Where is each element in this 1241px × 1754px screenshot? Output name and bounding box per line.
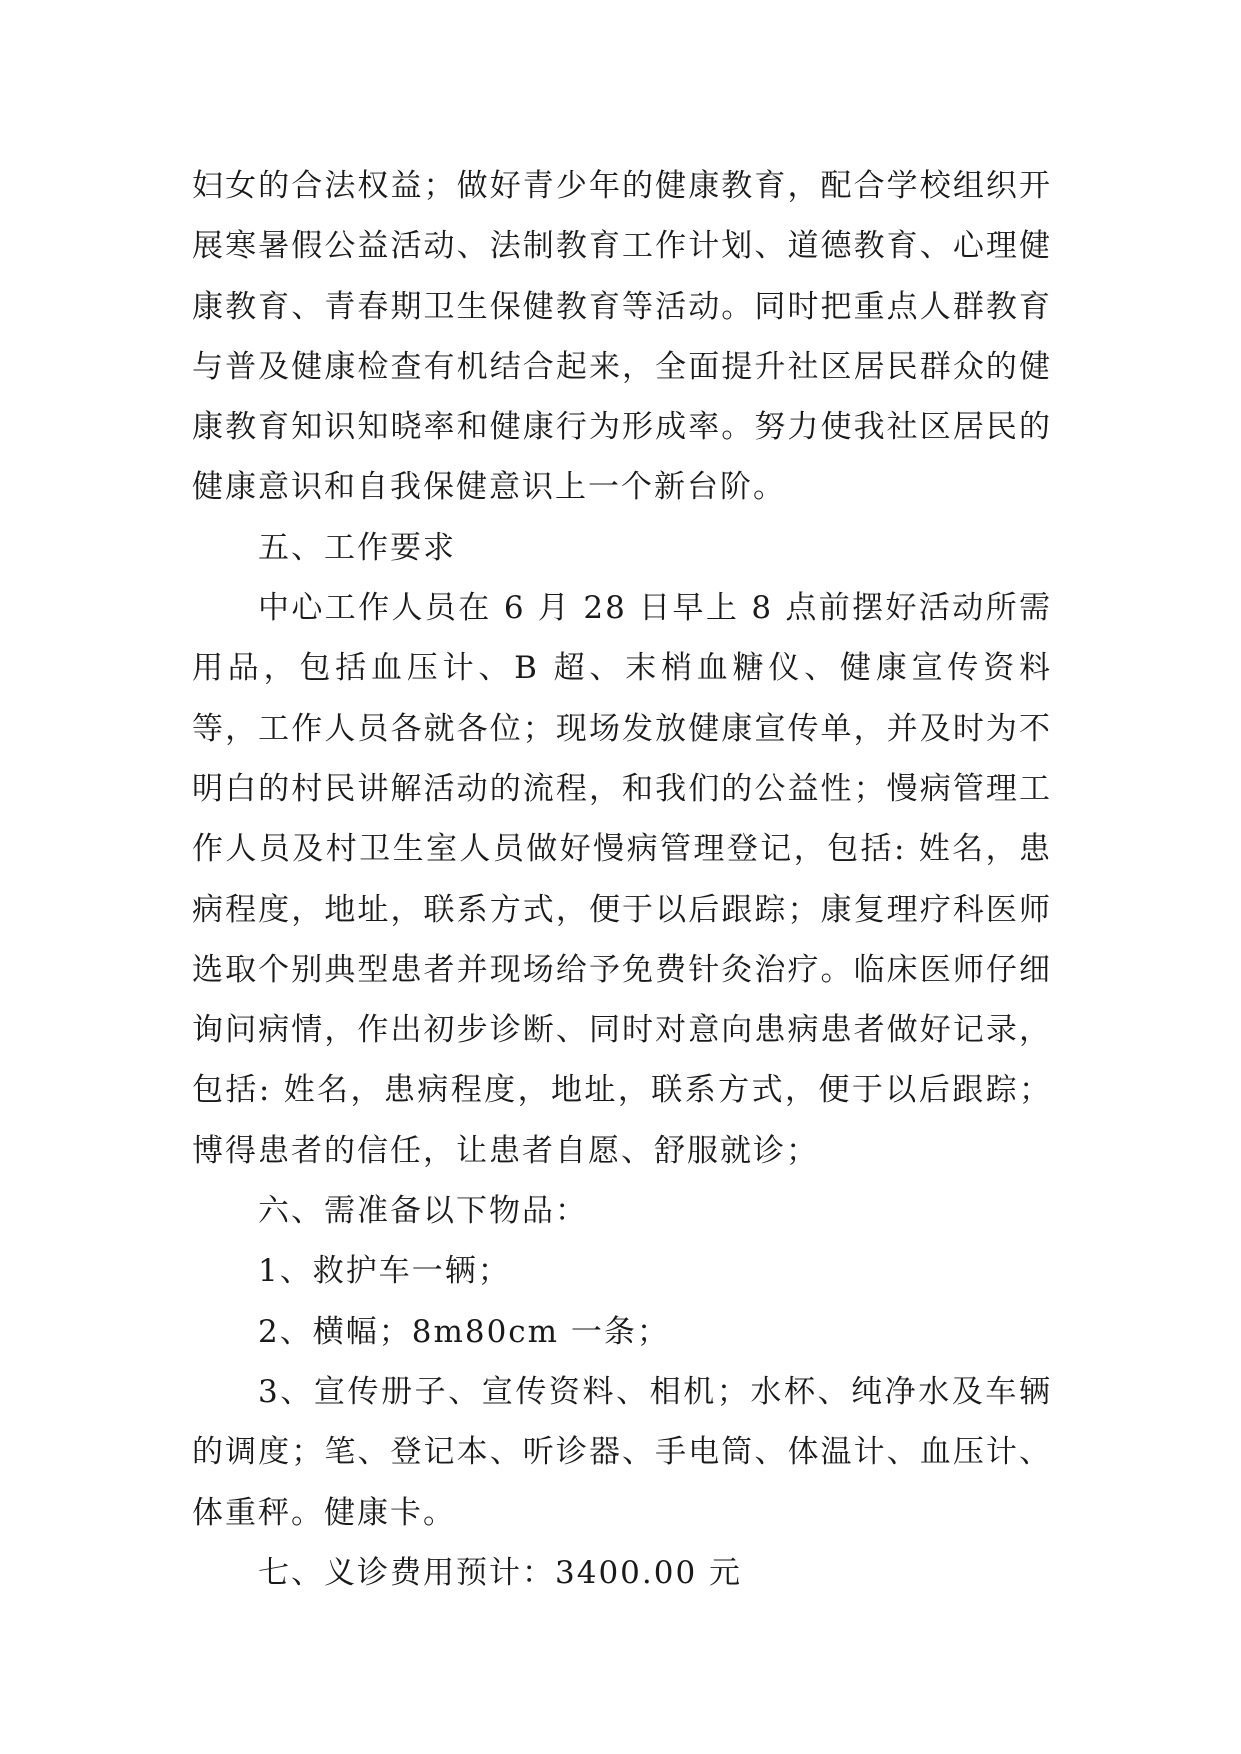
paragraph-work-requirements: 中心工作人员在 6 月 28 日早上 8 点前摆好活动所需用品，包括血压计、B 超、末梢血糖仪、健康宣传资料等，工作人员各就各位；现场发放健康宣传单，并及时为不明白的村民讲解活动的流程，和我们的公益性；慢病管理工作人员及村卫生室人员做好慢病管理登记，包括: 姓名，患病程度，地址，联系方式，便于以后跟踪；康复理疗科医师选取个别典型患者并现场给予免费针灸治疗。临床医师仔细询问病情，作出初步诊断、同时对意向患病患者做好记录，包括: 姓名，患病程度，地址，联系方式，便于以后跟踪；博得患者的信任，让患者自愿、舒服就诊； [192,590,1052,1169]
list-item-materials: 3、宣传册子、宣传资料、相机；水杯、纯净水及车辆的调度；笔、登记本、听诊器、手电筒、体温计、血压计、体重秤。健康卡。 [192,1373,1052,1531]
section-heading-cost-estimate: 七、义诊费用预计：3400.00 元 [258,1554,743,1591]
list-item-ambulance: 1、救护车一辆； [258,1253,511,1290]
section-heading-supplies: 六、需准备以下物品： [258,1193,588,1230]
paragraph-health-education: 妇女的合法权益；做好青少年的健康教育，配合学校组织开展寒暑假公益活动、法制教育工作计划、道德教育、心理健康教育、青春期卫生保健教育等活动。同时把重点人群教育与普及健康检查有机结合起来，全面提升社区居民群众的健康教育知识知晓率和健康行为形成率。努力使我社区居民的健康意识和自我保健意识上一个新台阶。 [192,168,1052,506]
section-heading-work-requirements: 五、工作要求 [258,529,456,566]
document-body [192,156,1052,1603]
list-item-banner: 2、横幅；8m80cm 一条； [258,1313,670,1350]
